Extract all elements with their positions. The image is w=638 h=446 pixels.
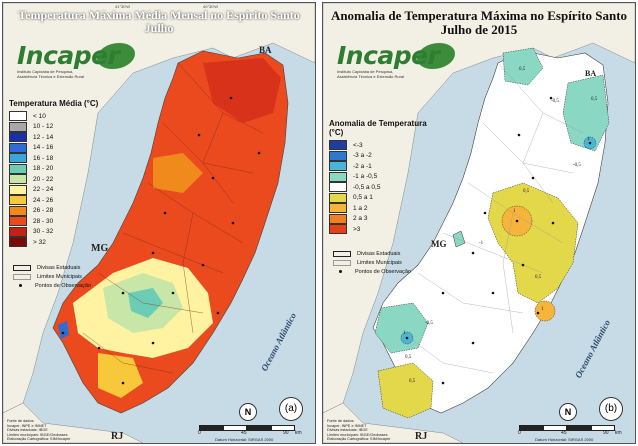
map-title: Temperatura Máxima Média Mensal no Espírito Santo [18,8,300,22]
state-label-ba: BA [259,45,272,55]
credits-a: Fonte de dados: Incaper, INPE e INMET Divisas estaduais: IBGE Limites municipais: IBGE/Geobases Elaboração Cartográfica: SIM/Incaper [7,419,71,441]
anomaly-contour-label: 0,5 [523,189,530,194]
legend-label: 30 - 32 [33,228,54,236]
legend-title: Anomalia de Temperatura (°C) [329,119,427,137]
anomaly-contour-label: 0,5 [591,97,598,102]
legend-swatch [9,185,27,195]
north-arrow-icon: N [239,403,257,421]
legend-swatch [329,140,347,150]
legend-swatch [329,151,347,161]
legend-swatch [9,237,27,247]
legend-row [329,203,435,214]
legend-label: < 10 [33,112,46,120]
scale-tick: 0 [518,430,521,436]
legend-label: 14 - 16 [33,144,54,152]
legend-municipal-limits: Limites Municipais [333,258,411,267]
legend-swatch [329,224,347,234]
legend-row [329,224,435,235]
scale-bar [519,425,615,429]
state-border-icon [13,265,31,271]
map-title: Anomalia de Temperatura Máxima no Espírito Santo [330,8,628,23]
map-panel-max-temperature [2,2,316,444]
legend-label: 2 a 3 [353,215,368,223]
legend-swatch [329,182,347,192]
legend-temperature [9,99,115,248]
map-panel-temperature-anomaly [322,2,636,444]
legend-swatch [9,227,27,237]
legend-row [9,132,115,143]
legend-row [9,174,115,185]
anomaly-contour-label: 1 [403,331,406,336]
anomaly-contour-label: -0,5 [425,321,433,326]
legend-swatch [329,161,347,171]
legend-label: 18 - 20 [33,165,54,173]
anomaly-contour-label: 0,5 [535,275,542,280]
state-label-mg: MG [431,239,447,249]
legend-label: -0,5 a 0,5 [353,183,381,191]
legend-label: 12 - 14 [33,133,54,141]
legend-label: -1 a -0,5 [353,173,378,181]
legend-items [9,111,115,248]
municipal-limit-icon [333,260,351,266]
legend-row [329,214,435,225]
legend-swatch [9,174,27,184]
legend-swatch [9,122,27,132]
anomaly-contour-label: 0,5 [409,379,416,384]
panel-letter-a: (a) [279,397,303,421]
legend-label: 24 - 26 [33,196,54,204]
legend-swatch [9,153,27,163]
incaper-logo [337,43,439,79]
datum-text: Datum Horizontal: SIRGAS 2000 [215,437,274,442]
legend-state-borders: Divisas Estaduais [333,249,411,258]
municipal-limit-icon [13,274,31,280]
legend-observation-points: Pontos de Observação [13,281,91,290]
scale-tick: 90 [283,430,289,436]
legend-swatch [9,111,27,121]
symbol-legend-a [13,263,91,290]
panel-letter-b: (b) [599,397,623,421]
legend-row [9,143,115,154]
legend-swatch [329,214,347,224]
state-label-mg: MG [91,243,109,254]
legend-label: 1 a 2 [353,204,368,212]
scale-unit: km [615,430,622,436]
legend-swatch [9,164,27,174]
symbol-legend-b [333,249,411,276]
legend-row [329,193,435,204]
legend-row [9,164,115,175]
legend-row [9,227,115,238]
anomaly-patch-coast [535,301,555,321]
incaper-logo [17,43,119,79]
map-subtitle: Julho de 2015 [440,22,518,37]
legend-state-borders: Divisas Estaduais [13,263,91,272]
legend-label: -2 a -1 [353,162,372,170]
logo-wordmark: Incaper [17,41,120,70]
legend-row [329,172,435,183]
legend-row [9,185,115,196]
legend-label: 20 - 22 [33,175,54,183]
anomaly-contour-label: 0,5 [519,67,526,72]
anomaly-contour-label: 1 [513,209,516,214]
scale-tick: 0 [198,430,201,436]
legend-label: 16 - 18 [33,154,54,162]
legend-title: Temperatura Média (°C) [9,99,99,108]
credits-b: Fonte de dados: Incaper, INPE e INMET Divisas estaduais: IBGE Limites municipais: IBGE/Geobases Elaboração Cartográfica: SIM/Incaper [327,419,391,441]
legend-label: > 32 [33,238,46,246]
point-icon [13,283,29,289]
legend-municipal-limits: Limites Municipais [13,272,91,281]
legend-row [329,182,435,193]
logo-subtitle: Instituto Capixaba de Pesquisa, Assistência Técnica e Extensão Rural [17,69,85,79]
legend-row [329,151,435,162]
north-arrow-icon: N [559,403,577,421]
legend-swatch [9,216,27,226]
anomaly-contour-label: -0,5 [551,99,559,104]
legend-swatch [9,195,27,205]
legend-label: 22 - 24 [33,186,54,194]
coord-label: 40°30'W [203,4,219,9]
legend-swatch [9,143,27,153]
legend-swatch [329,203,347,213]
legend-label: <-3 [353,141,363,149]
scale-tick: 45 [241,430,247,436]
legend-row [9,206,115,217]
legend-label: 0,5 a 1 [353,194,373,202]
legend-anomaly [329,119,435,235]
legend-row [9,216,115,227]
legend-swatch [9,132,27,142]
state-label-ba: BA [585,69,597,78]
state-label-rj: RJ [415,431,428,442]
legend-row [9,195,115,206]
anomaly-contour-label: -1 [479,241,484,246]
legend-label: -3 a -2 [353,152,372,160]
ocean-label: Oceano Atlântico [259,311,299,373]
datum-text: Datum Horizontal: SIRGAS 2000 [535,437,594,442]
scale-bar [199,425,295,429]
map-subtitle: Julho [144,21,174,35]
legend-items [329,140,435,235]
coord-label: 41°30'W [115,4,131,9]
legend-swatch [9,206,27,216]
legend-label: 10 - 12 [33,123,54,131]
anomaly-contour-label: -0,5 [573,163,581,168]
logo-wordmark: Incaper [337,41,440,70]
anomaly-contour-label: 1 [587,137,590,142]
legend-row [329,140,435,151]
legend-swatch [329,193,347,203]
legend-swatch [329,172,347,182]
ocean-label: Oceano Atlântico [573,318,613,380]
legend-observation-points: Pontos de Observação [333,267,411,276]
legend-label: 28 - 30 [33,217,54,225]
anomaly-contour-label: 1 [541,307,544,312]
legend-label: 26 - 28 [33,207,54,215]
legend-row [9,153,115,164]
state-border-icon [333,251,351,257]
legend-label: >3 [353,225,361,233]
scale-tick: 90 [603,430,609,436]
scale-unit: km [295,430,302,436]
point-icon [333,269,349,275]
legend-row [329,161,435,172]
legend-row [9,111,115,122]
legend-row [9,122,115,133]
state-label-rj: RJ [111,431,124,442]
scale-tick: 45 [561,430,567,436]
anomaly-contour-label: 0,5 [405,355,412,360]
logo-subtitle: Instituto Capixaba de Pesquisa, Assistência Técnica e Extensão Rural [337,69,405,79]
